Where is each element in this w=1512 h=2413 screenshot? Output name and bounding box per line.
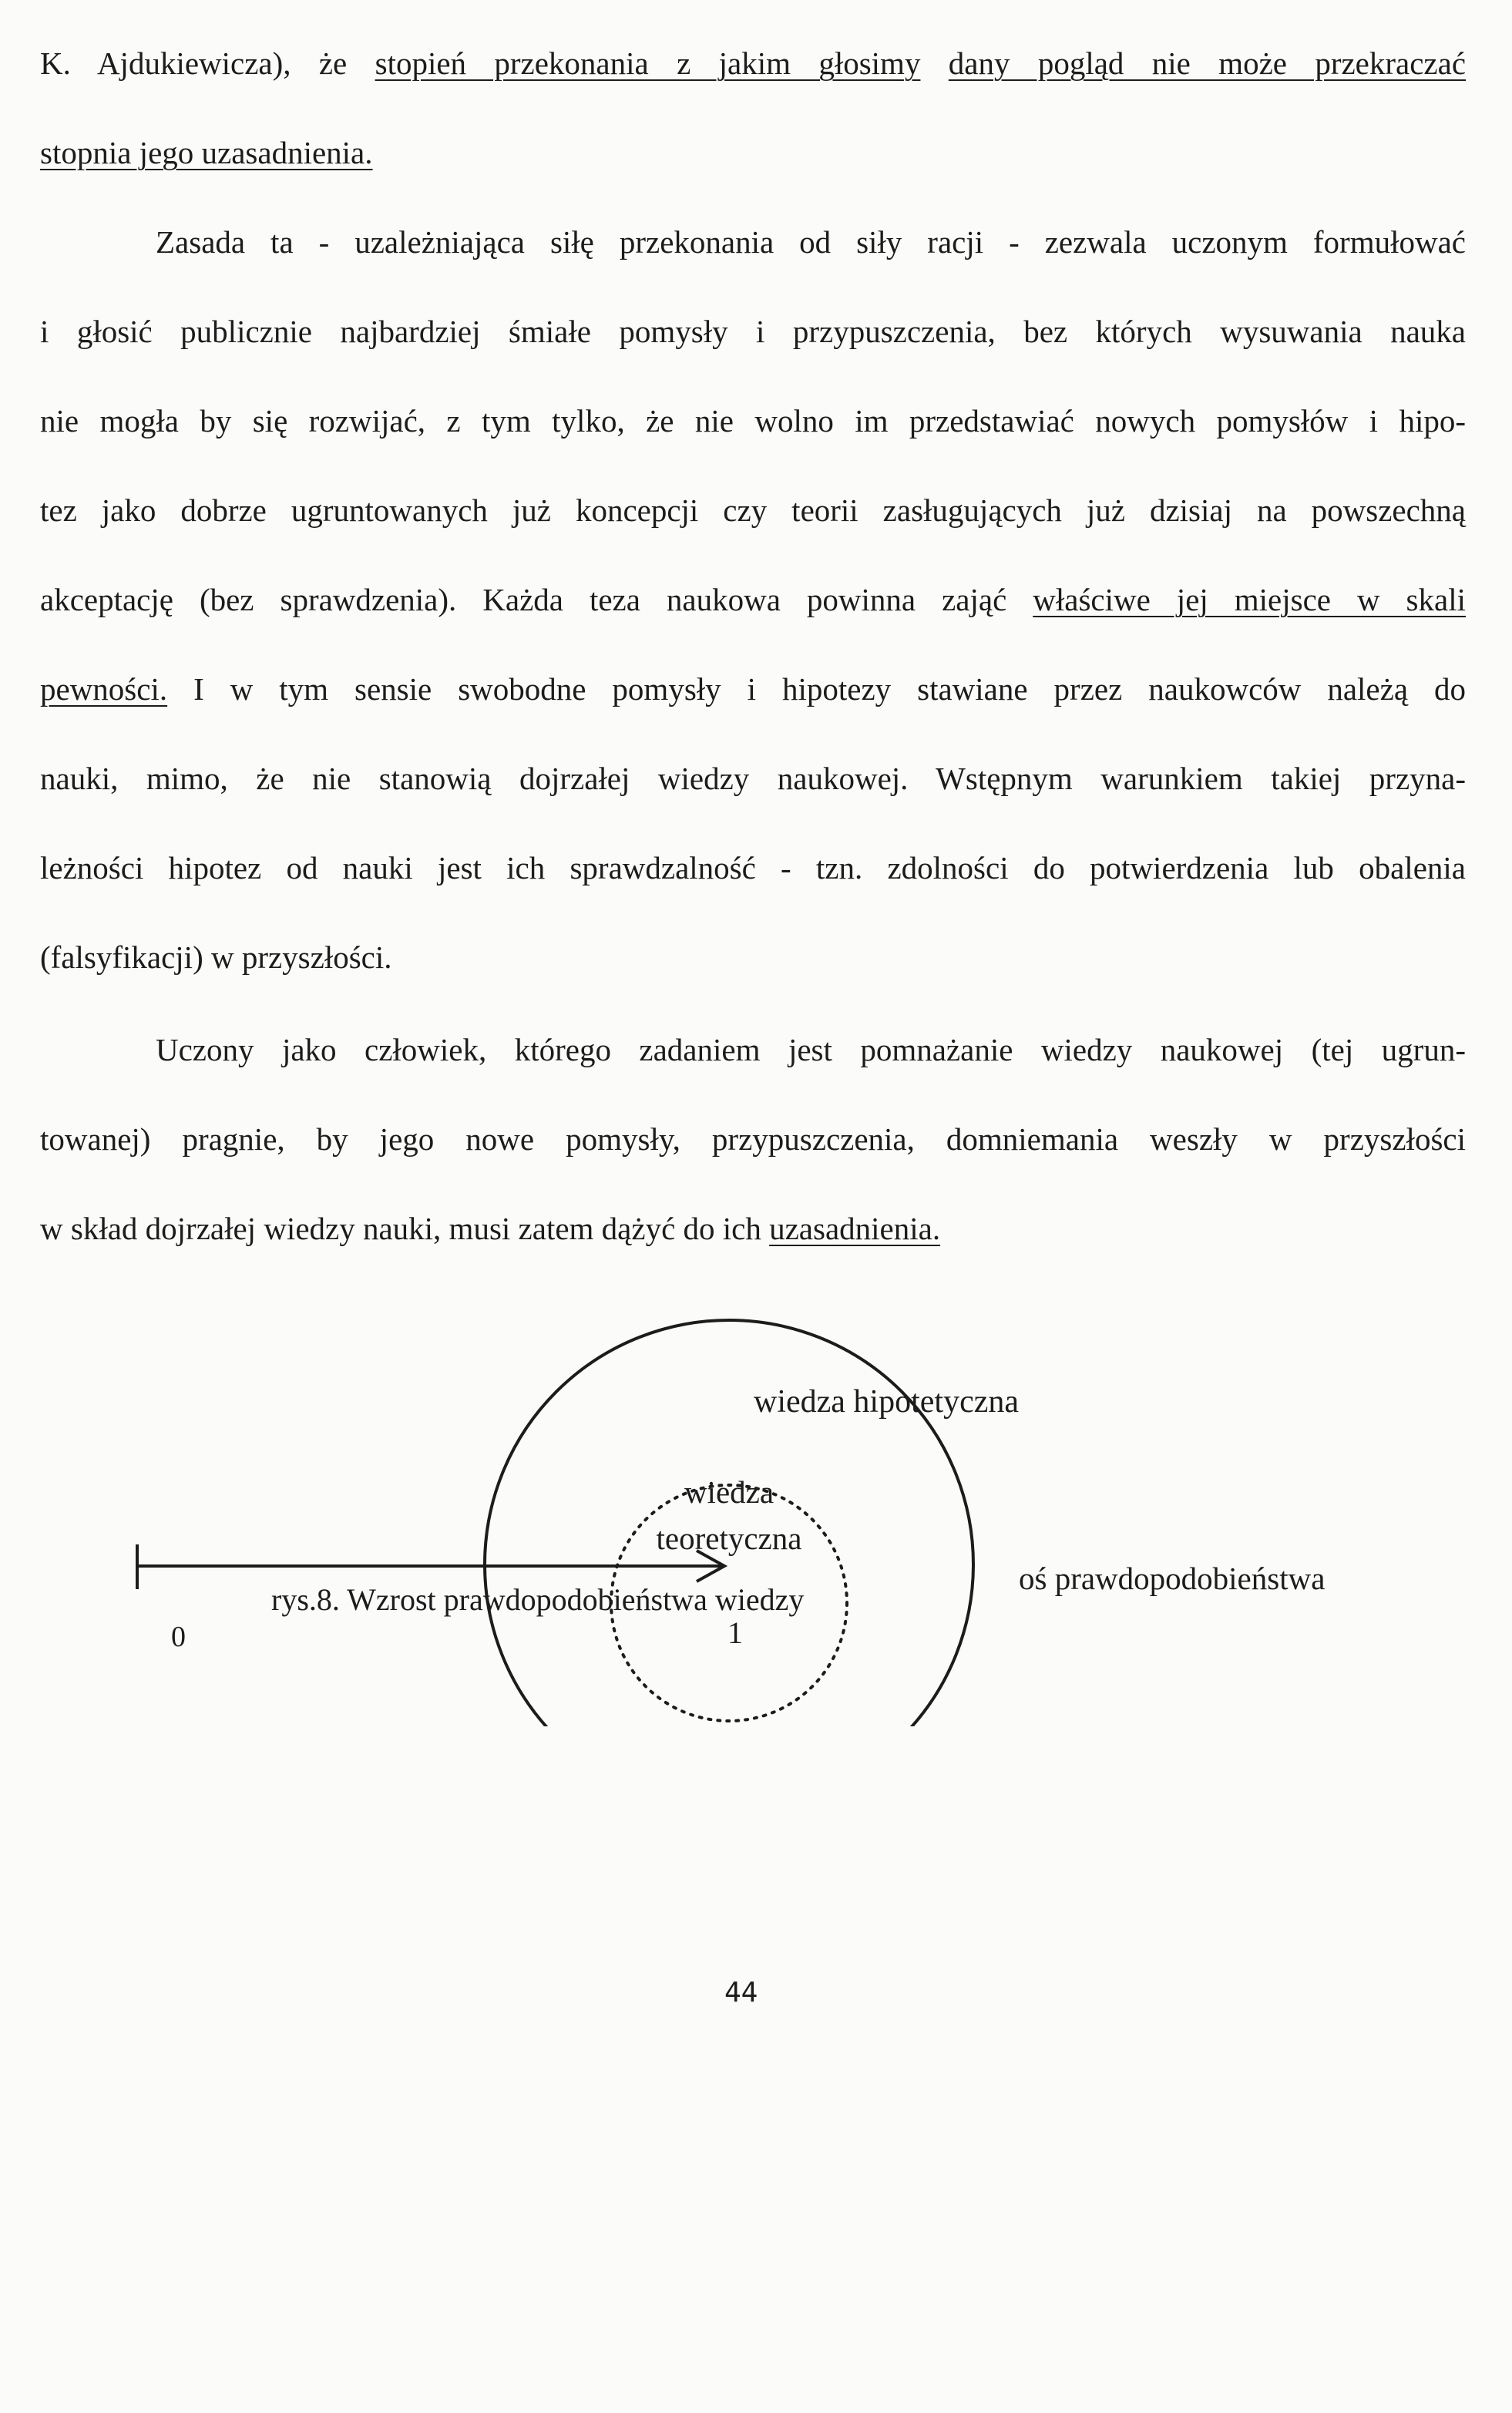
text-line: [40, 1184, 1466, 1273]
outer-circle-label: wiedza hipotetyczna: [754, 1384, 1019, 1420]
text-run: Zasada ta - uzależniająca siłę przekonania od siły racji - zezwala uczonym formułować: [156, 224, 1466, 260]
text-line: [40, 555, 1466, 644]
text-run: towanej) pragnie, by jego nowe pomysły, przypuszczenia, domniemania weszły w przyszłości: [40, 1121, 1466, 1157]
text-run: nie mogła by się rozwijać, z tym tylko, że nie wolno im przedstawiać nowych pomysłów i hipo-: [40, 403, 1466, 439]
underlined-text: stopnia jego uzasadnienia.: [40, 135, 373, 170]
text-run: w skład dojrzałej wiedzy nauki, musi zatem dążyć do ich: [40, 1211, 770, 1246]
paragraph-1: [40, 18, 1466, 197]
underlined-text: pewności.: [40, 671, 168, 707]
text-line: [40, 18, 1466, 108]
underlined-text: uzasadnienia.: [769, 1211, 941, 1246]
text-line: [40, 1094, 1466, 1184]
text-line: [40, 108, 1466, 197]
text-line: [40, 376, 1466, 465]
paragraph-2: [40, 197, 1466, 1002]
axis-tick-0-label: 0: [171, 1621, 186, 1653]
axis-label: oś prawdopodobieństwa: [1019, 1561, 1326, 1596]
inner-circle-label-line2: teoretyczna: [656, 1521, 802, 1556]
paragraph-3: [40, 1005, 1466, 1273]
inner-circle-label-line1: wiedza: [684, 1474, 774, 1510]
text-line: [40, 1005, 1466, 1094]
text-run: (falsyfikacji) w przyszłości.: [40, 939, 392, 975]
text-line: [40, 734, 1466, 823]
text-line: [40, 287, 1466, 376]
text-run: I w tym sensie swobodne pomysły i hipotezy stawiane przez naukowców należą do: [167, 671, 1466, 707]
text-line: [40, 644, 1466, 734]
text-line: [40, 465, 1466, 555]
axis-tick-1-label: 1: [727, 1615, 743, 1650]
probability-diagram: [0, 1295, 1512, 1726]
text-run: K. Ajdukiewicza), że: [40, 45, 375, 81]
text-line: [40, 823, 1466, 912]
text-run: Uczony jako człowiek, którego zadaniem jest pomnażanie wiedzy naukowej (tej ugrun-: [156, 1032, 1466, 1067]
text-run: [920, 45, 948, 81]
underlined-text: dany pogląd nie może przekraczać: [948, 45, 1467, 81]
text-run: nauki, mimo, że nie stanowią dojrzałej wiedzy naukowej. Wstępnym warunkiem takiej przyna-: [40, 761, 1466, 796]
figure-caption: rys.8. Wzrost prawdopodobieństwa wiedzy: [271, 1582, 805, 1617]
text-line: [40, 912, 1466, 1002]
text-run: tez jako dobrze ugruntowanych już koncepcji czy teorii zasługujących już dzisiaj na powszechną: [40, 492, 1466, 528]
underlined-text: właściwe jej miejsce w skali: [1033, 582, 1466, 617]
page-number: 44: [724, 1977, 758, 2008]
text-run: akceptację (bez sprawdzenia). Każda teza naukowa powinna zająć: [40, 582, 1033, 617]
text-line: [40, 197, 1466, 287]
underlined-text: stopień przekonania z jakim głosimy: [375, 45, 921, 81]
diagram-canvas: [0, 1295, 1512, 1726]
text-run: leżności hipotez od nauki jest ich sprawdzalność - tzn. zdolności do potwierdzenia lub obalenia: [40, 850, 1466, 886]
text-run: i głosić publicznie najbardziej śmiałe pomysły i przypuszczenia, bez których wysuwania nauka: [40, 314, 1466, 349]
